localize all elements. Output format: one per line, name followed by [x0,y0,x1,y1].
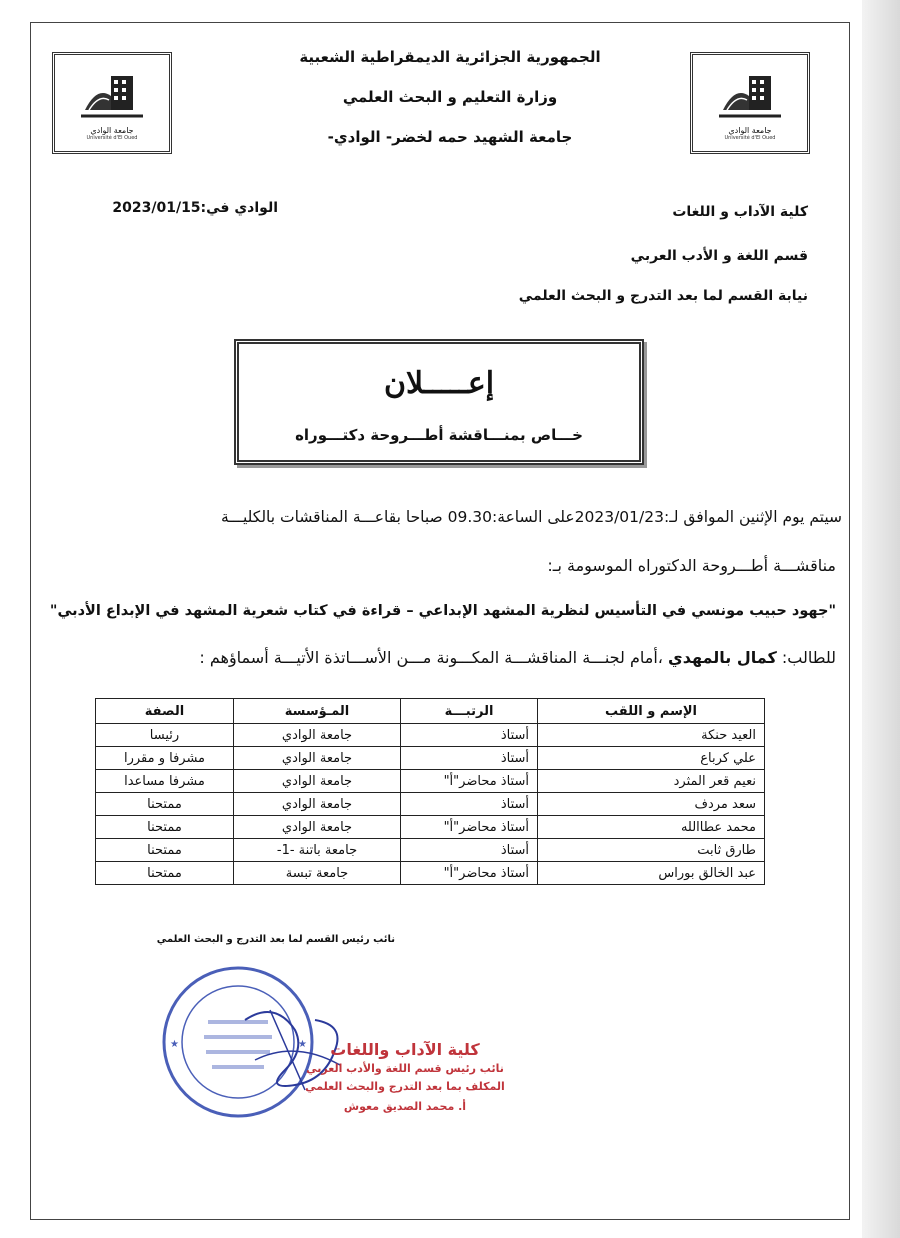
stamp-name: أ. محمد الصديق معوش [343,1100,467,1113]
member-institution: جامعة الوادي [234,793,401,816]
stamp-line-1: نائب رئيس قسم اللغة والأدب العربي [306,1062,504,1075]
stamp-line-2: المكلف بما بعد التدرج والبحث العلمي [305,1080,505,1093]
member-institution: جامعة الوادي [234,770,401,793]
table-row [96,770,765,793]
member-role: مشرفا و مقررا [96,747,234,770]
committee-table [95,698,765,885]
member-role: ممتحنا [96,839,234,862]
member-rank: أستاذ [401,724,538,747]
table-row [96,862,765,885]
member-rank: أستاذ محاضر"أ" [401,862,538,885]
university-logo-right [690,52,810,154]
member-institution: جامعة تبسة [234,862,401,885]
table-row [96,816,765,839]
scan-edge-shadow [862,0,900,1238]
header-university: جامعة الشهيد حمه لخضر- الوادي- [327,128,573,146]
student-prefix: للطالب: [781,648,836,667]
announcement-title: إعـــــلان [383,366,495,401]
vice-dean-office: نيابة القسم لما بعد التدرج و البحث العلمي [518,288,808,304]
body-line-1: سيتم يوم الإثنين الموافق لـ:2023/01/23على الساعة:09.30 صباحا بقاعـــة المناقشات بالكليـــة [221,508,842,526]
member-rank: أستاذ محاضر"أ" [401,816,538,839]
member-institution: جامعة باتنة -1- [234,839,401,862]
member-rank: أستاذ محاضر"أ" [401,770,538,793]
table-row [96,747,765,770]
member-name: سعد مردف [538,793,765,816]
logo-caption: جامعة الوادي [90,125,134,135]
university-logo-left [52,52,172,154]
body-line-2: مناقشـــة أطـــروحة الدكتوراه الموسومة بـ: [547,556,836,575]
member-rank: أستاذ [401,839,538,862]
logo-subcaption: Université d'El Oued [724,134,776,141]
header-ministry: وزارة التعليم و البحث العلمي [342,88,558,106]
table-row [96,839,765,862]
header-institution: المـؤسسة [234,699,401,724]
date-line: الوادي في:2023/01/15 [112,200,278,216]
member-name: العيد حنكة [538,724,765,747]
member-name: عبد الخالق بوراس [538,862,765,885]
member-role: ممتحنا [96,816,234,839]
thesis-title: "جهود حبيب مونسي في التأسيس لنظرية المشهد الإبداعي – قراءة في كتاب شعرية المشهد في الإبداع الأدبي" [49,603,836,619]
student-name: كمال بالمهدي [668,648,777,667]
stamp-faculty: كلية الآداب واللغات [330,1040,480,1059]
student-suffix: ،أمام لجنـــة المناقشـــة المكـــونة مـــن الأســـاتذة الأتيـــة أسماؤهم : [199,648,663,667]
member-role: ممتحنا [96,793,234,816]
announcement-subtitle: خـــاص بمنـــاقشة أطـــروحة دكتـــوراه [295,426,583,444]
table-row [96,724,765,747]
member-institution: جامعة الوادي [234,747,401,770]
member-rank: أستاذ [401,747,538,770]
logo-caption: جامعة الوادي [728,125,772,135]
member-role: مشرفا مساعدا [96,770,234,793]
member-institution: جامعة الوادي [234,816,401,839]
deputy-title: نائب رئيس القسم لما بعد التدرج و البحث العلمي [156,934,395,945]
department-name: قسم اللغة و الأدب العربي [630,248,808,264]
member-name: محمد عطاالله [538,816,765,839]
university-building-icon [77,66,147,124]
header-rank: الرتبـــة [401,699,538,724]
svg-text:★: ★ [170,1039,179,1050]
faculty-name: كلية الآداب و اللغات [672,204,808,220]
header-role: الصفة [96,699,234,724]
student-line [199,648,836,667]
member-name: نعيم قعر المثرد [538,770,765,793]
table-header-row [96,699,765,724]
member-name: طارق ثابت [538,839,765,862]
member-institution: جامعة الوادي [234,724,401,747]
member-name: علي كرباع [538,747,765,770]
header-name: الإسم و اللقب [538,699,765,724]
logo-subcaption: Université d'El Oued [86,134,138,141]
header-republic: الجمهورية الجزائرية الديمقراطية الشعبية [299,48,601,66]
svg-text:★: ★ [298,1039,307,1050]
member-role: رئيسا [96,724,234,747]
member-rank: أستاذ [401,793,538,816]
member-role: ممتحنا [96,862,234,885]
university-building-icon [715,66,785,124]
announcement-box [234,339,644,465]
table-row [96,793,765,816]
